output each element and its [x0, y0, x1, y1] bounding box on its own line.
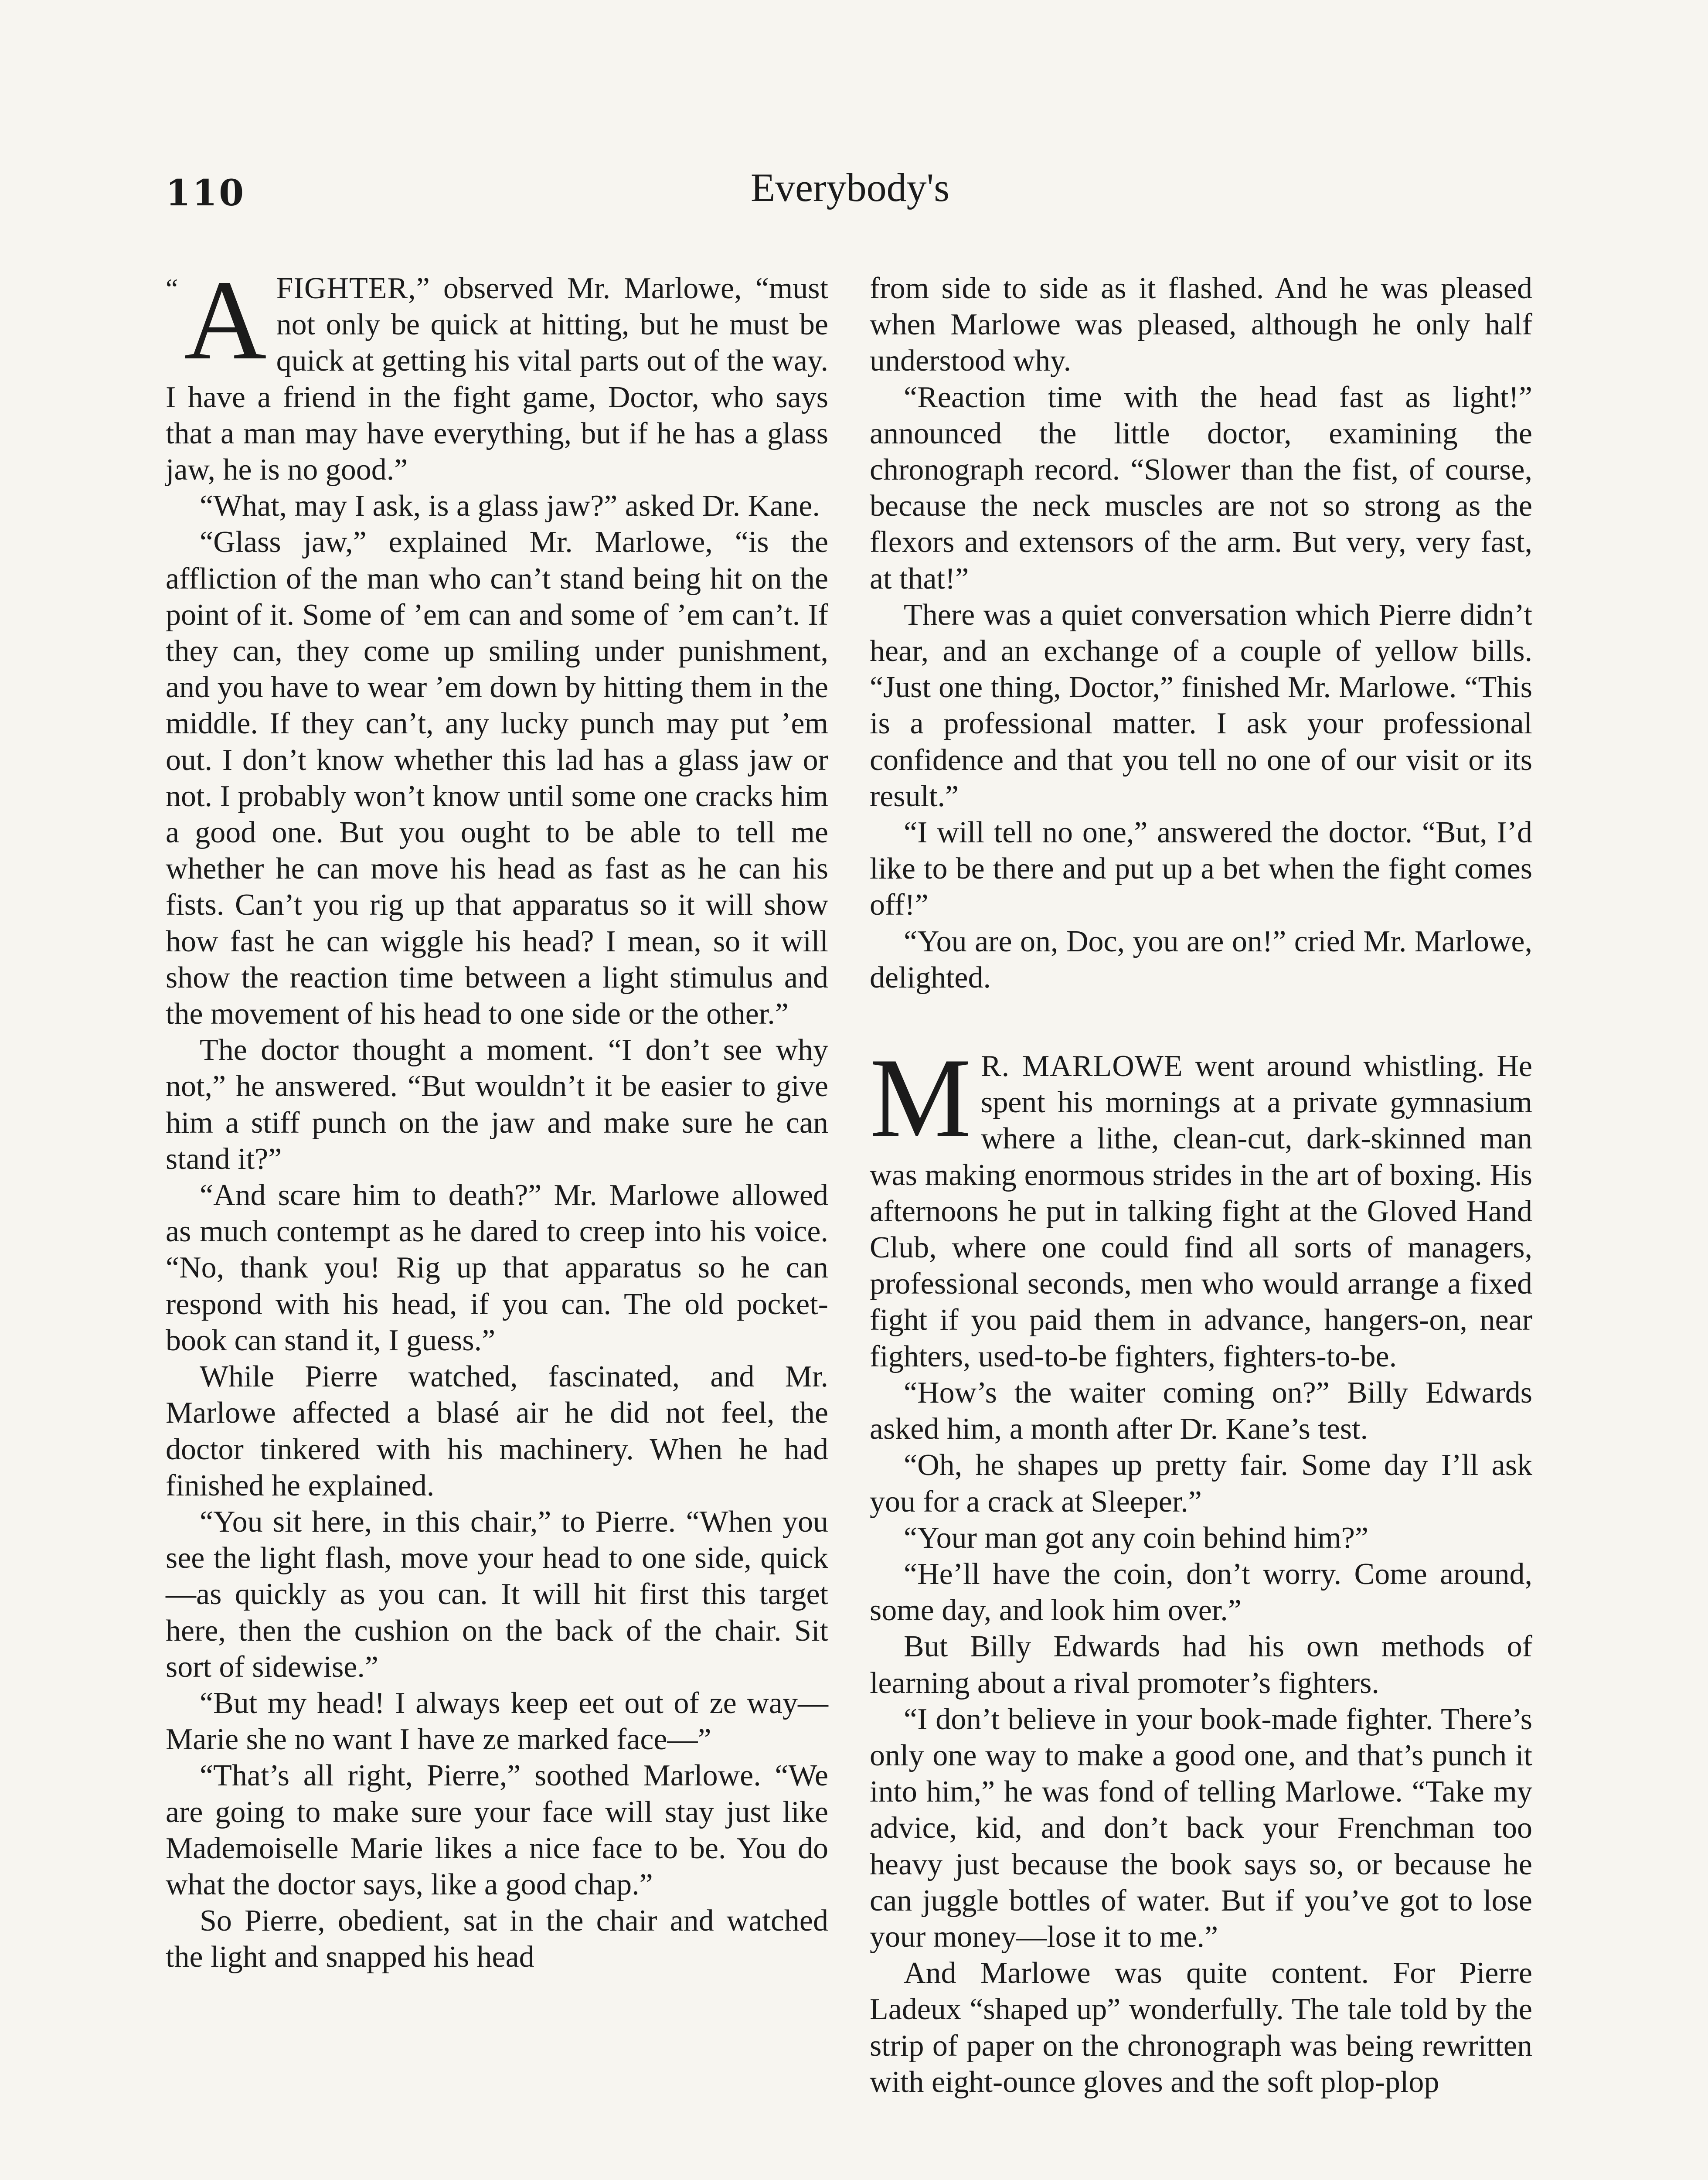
paragraph: from side to side as it flashed. And he was pleased when Marlowe was pleased, although he only half understood why.	[870, 272, 1532, 378]
paragraph: There was a quiet conversation which Pierre didn’t hear, and an exchange of a couple of yellow bills. “Just one thing, Doctor,” finished Mr. Marlowe. “This is a professional matter. I ask your professional confidence and that you tell no one of our visit or its result.”	[870, 598, 1532, 813]
paragraph: “I don’t believe in your book-made fighter. There’s only one way to make a good one, and that’s punch it into him,” he was fond of telling Marlowe. “Take my advice, kid, and don’t back your Frenchman too heavy just because the book says so, or because he can juggle bottles of water. But if you’ve got to lose your money—lose it to me.”	[870, 1702, 1532, 1954]
paragraph: While Pierre watched, fascinated, and Mr. Marlowe affected a blasé air he did not feel, the doctor tinkered with his machinery. When he had finished he explained.	[166, 1360, 828, 1502]
second-lead-paragraph	[870, 1035, 1532, 1375]
lead-caps: FIGHTER,	[276, 272, 416, 305]
paragraph: “Reaction time with the head fast as light!” announced the little doctor, examining the chronograph record. “Slower than the fist, of course, because the neck muscles are not so strong as the flexors and extensors of the arm. But very, very fast, at that!”	[870, 380, 1532, 596]
magazine-title: Everybody's	[750, 165, 950, 210]
drop-cap-m: M	[870, 1035, 971, 1162]
paragraph: “I will tell no one,” answered the doctor. “But, I’d like to be there and put up a bet when the fight comes off!”	[870, 816, 1532, 922]
drop-cap-a: A	[184, 257, 267, 383]
paragraph: “Glass jaw,” explained Mr. Marlowe, “is the affliction of the man who can’t stand being hit on the point of it. Some of ’em can and some of ’em can’t. If they can, they come up smiling under punishment, and you have to wear ’em down by hitting them in the middle. If they can’t, any lucky punch may put ’em out. I don’t know whether this lad has a glass jaw or not. I probably won’t know until some one cracks him a good one. But you ought to be able to tell me whether he can move his head as fast as he can his fists. Can’t you rig up that apparatus so it will show how fast he can wiggle his head? I mean, so it will show the reaction time between a light stimulus and the movement of his head to one side or the other.”	[166, 525, 828, 1031]
paragraph: “You are on, Doc, you are on!” cried Mr. Marlowe, delighted.	[870, 924, 1532, 995]
page-number: 110	[166, 172, 246, 214]
paragraph: So Pierre, obedient, sat in the chair and watched the light and snapped his head	[166, 1904, 828, 1974]
paragraph: The doctor thought a moment. “I don’t see why not,” he answered. “But wouldn’t it be easier to give him a stiff punch on the jaw and make sure he can stand it?”	[166, 1033, 828, 1176]
lead-open-quote: “	[166, 273, 178, 304]
paragraph: “You sit here, in this chair,” to Pierre. “When you see the light flash, move your head to one side, quick—as quickly as you can. It will hit first this target here, then the cushion on the back of the chair. Sit sort of sidewise.”	[166, 1505, 828, 1684]
paragraph: “Your man got any coin behind him?”	[904, 1521, 1369, 1555]
paragraph: “But my head! I always keep eet out of ze way—Marie she no want I have ze marked face—”	[166, 1686, 828, 1757]
second-lead-text: went around whistling. He spent his mornings at a private gymnasium where a lithe, clean-cut, dark-skinned man was making enormous strides in the art of boxing. His afternoons he put in talking fight at the Gloved Hand Club, where one could find all sorts of managers, professional seconds, men who would arrange a fixed fight if you paid them in advance, hangers-on, near fighters, used-to-be fighters, fighters-to-be.	[870, 1049, 1532, 1373]
paragraph: “How’s the waiter coming on?” Billy Edwards asked him, a month after Dr. Kane’s test.	[870, 1376, 1532, 1446]
paragraph: “What, may I ask, is a glass jaw?” asked Dr. Kane.	[200, 489, 820, 523]
second-lead-caps: R. MARLOWE	[980, 1049, 1183, 1083]
paragraph: But Billy Edwards had his own methods of learning about a rival promoter’s fighters.	[870, 1630, 1532, 1700]
paragraph: “He’ll have the coin, don’t worry. Come around, some day, and look him over.”	[870, 1557, 1532, 1628]
right-column	[870, 270, 1532, 2100]
paragraph: “That’s all right, Pierre,” soothed Marlowe. “We are going to make sure your face will stay just like Mademoiselle Marie likes a nice face to be. You do what the doctor says, like a good chap.”	[166, 1759, 828, 1901]
page-header	[166, 165, 1534, 238]
lead-text: ” observed Mr. Marlowe, “must not only be quick at hitting, but he must be quick at getting his vital parts out of the way. I have a friend in the fight game, Doctor, who says that a man may have everything, but if he has a glass jaw, he is no good.”	[166, 272, 828, 487]
paragraph: “Oh, he shapes up pretty fair. Some day I’ll ask you for a crack at Sleeper.”	[870, 1448, 1532, 1519]
lead-paragraph	[166, 257, 828, 488]
paragraph: “And scare him to death?” Mr. Marlowe allowed as much contempt as he dared to creep into his voice. “No, thank you! Rig up that apparatus so he can respond with his head, if you can. The old pocket-book can stand it, I guess.”	[166, 1179, 828, 1357]
paragraph: And Marlowe was quite content. For Pierre Ladeux “shaped up” wonderfully. The tale told by the strip of paper on the chronograph was being rewritten with eight-ounce gloves and the soft plop-plop	[870, 1956, 1532, 2099]
left-column	[166, 257, 828, 1976]
